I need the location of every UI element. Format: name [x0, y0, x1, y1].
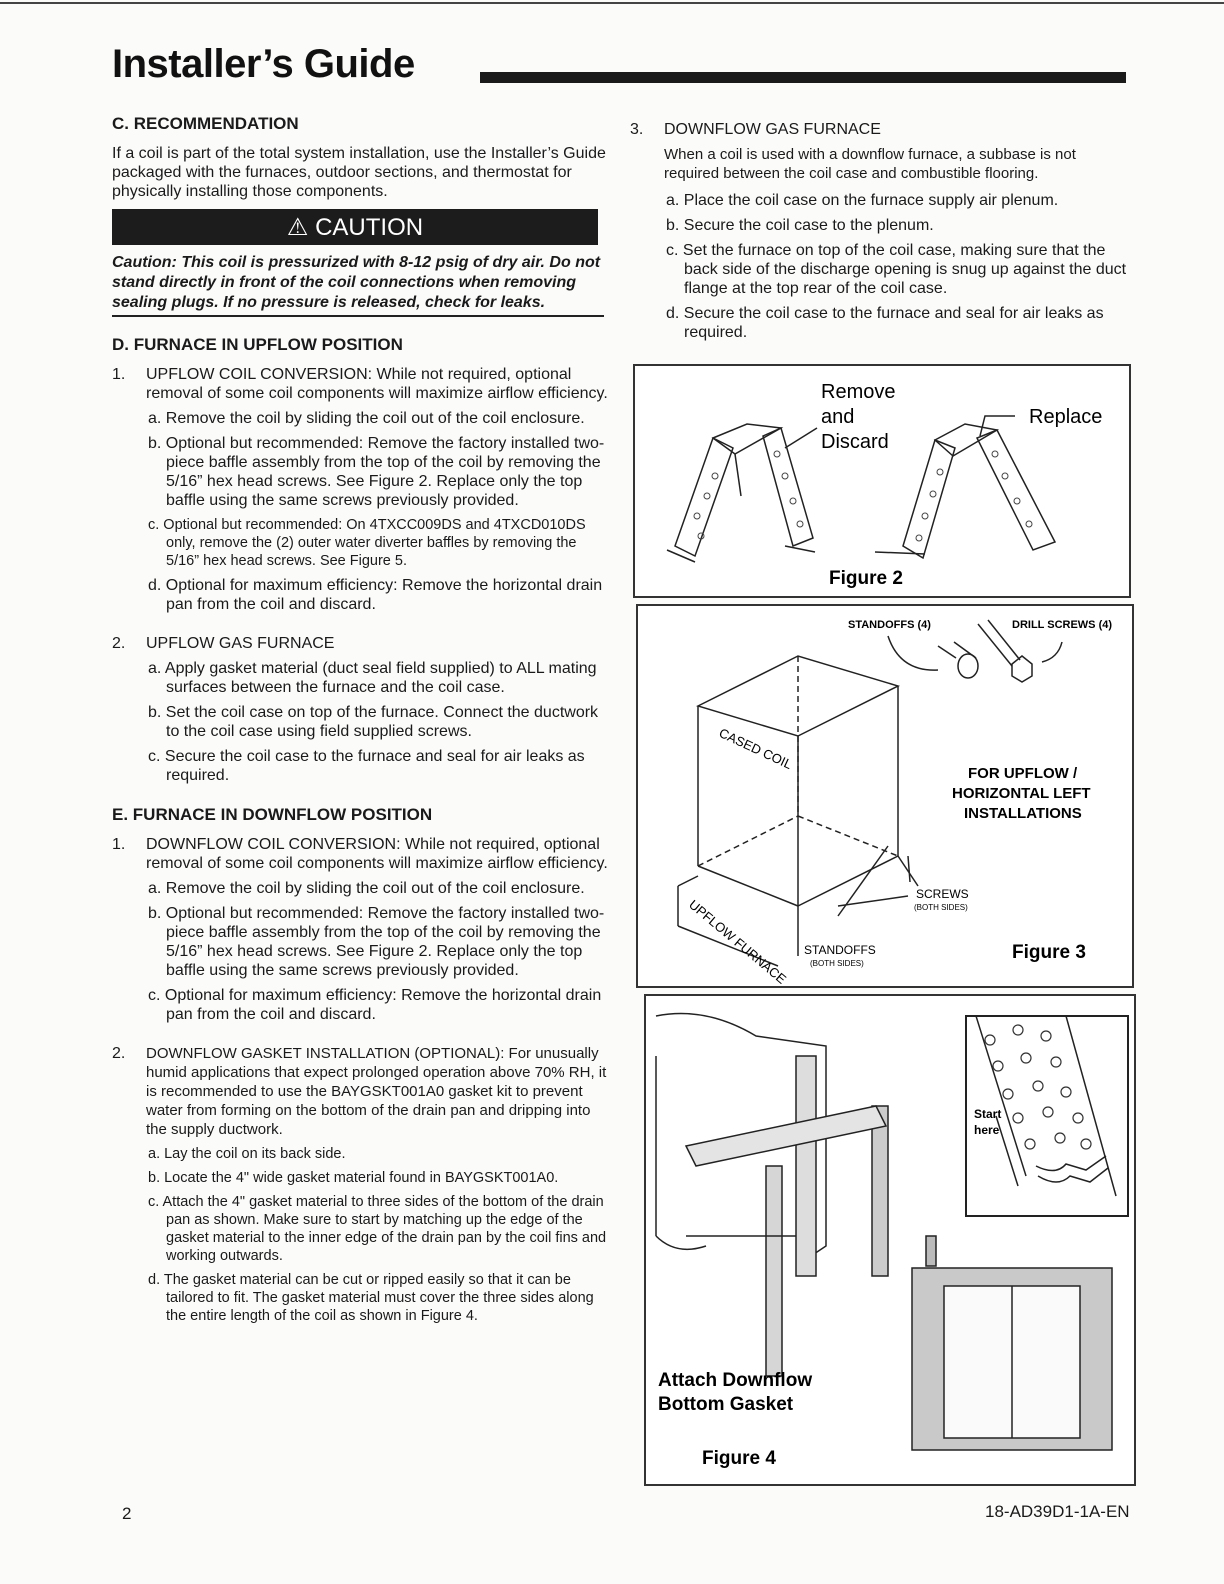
- top-rule: [0, 2, 1224, 4]
- fig3-upflow-furnace-label: UPFLOW FURNACE: [686, 896, 790, 986]
- fig3-cased-coil-label: CASED COIL: [716, 725, 795, 773]
- sub-item: a. Place the coil case on the furnace supply air plenum.: [666, 192, 1059, 209]
- item-text: DOWNFLOW COIL CONVERSION: While not required, optional removal of some coil components will maximize airflow efficiency.: [146, 836, 608, 872]
- page-title: Installer’s Guide: [112, 42, 415, 86]
- sub-item: b. Secure the coil case to the plenum.: [666, 217, 934, 234]
- fig3-drill-screws-label: DRILL SCREWS (4): [1012, 619, 1113, 631]
- sub-item: d. The gasket material can be cut or ripped easily so that it can be tailored to fit. The gasket material must cover the three sides along the entire length of the coil as shown in Figure 4.: [148, 1272, 594, 1324]
- warning-triangle-icon: ⚠: [286, 214, 316, 241]
- list-item: [630, 120, 1130, 139]
- left-column: [112, 114, 612, 1331]
- fig3-standoffs-sub: (BOTH SIDES): [810, 959, 864, 968]
- sub-item: a. Apply gasket material (duct seal field supplied) to ALL mating surfaces between the furnace and the coil case.: [148, 660, 597, 696]
- list-item: [112, 365, 612, 403]
- document-id: 18-AD39D1-1A-EN: [985, 1502, 1130, 1521]
- figure-3: [636, 604, 1134, 988]
- figure-4: [644, 994, 1136, 1486]
- fig4-label-line2: Bottom Gasket: [658, 1394, 794, 1415]
- figure-3-caption: Figure 3: [1012, 942, 1086, 963]
- fig2-replace-label: Replace: [1029, 406, 1103, 428]
- sub-item: a. Lay the coil on its back side.: [148, 1146, 346, 1162]
- fig3-screws-sub: (BOTH SIDES): [914, 903, 968, 912]
- page-number: 2: [122, 1504, 132, 1523]
- section-c-body: If a coil is part of the total system installation, use the Installer’s Guide packaged with the furnaces, outdoor sections, and thermostat for physically installing those components.: [112, 145, 606, 200]
- figure-4-drawing: [646, 996, 1134, 1484]
- sub-item: c. Set the furnace on top of the coil case, making sure that the back side of the discharge opening is snug up against the duct flange at the top rear of the coil case.: [666, 242, 1127, 297]
- list-item: [112, 1044, 612, 1139]
- fig2-and-label: and: [821, 406, 855, 428]
- sub-item: d. Optional for maximum efficiency: Remove the horizontal drain pan from the coil and discard.: [148, 577, 603, 613]
- item-number: 3.: [630, 121, 644, 138]
- fig3-standoffs-bottom-label: STANDOFFS: [804, 943, 876, 957]
- sub-item: c. Secure the coil case to the furnace and seal for air leaks as required.: [148, 748, 585, 784]
- sub-item: c. Optional but recommended: On 4TXCC009DS and 4TXCD010DS only, remove the (2) outer water diverter baffles by removing the 5/16” hex head screws. See Figure 5.: [148, 517, 586, 569]
- caution-label: CAUTION: [315, 214, 424, 241]
- item-text: DOWNFLOW GASKET INSTALLATION (OPTIONAL): For unusually humid applications that expect prolonged operation above 70% RH, it is recommended to use the BAYGSKT001A0 gasket kit to prevent water from forming on the bottom of the drain pan and dripping into the supply ductwork.: [146, 1045, 607, 1138]
- sub-item: c. Attach the 4" gasket material to three sides of the bottom of the drain pan as shown. Make sure to start by matching up the edge of the gasket material to the inner edge of the drain pan by the coil fins and working outwards.: [148, 1194, 607, 1264]
- list-item: [112, 835, 612, 873]
- caution-banner: [112, 209, 598, 245]
- sub-item: a. Remove the coil by sliding the coil out of the coil enclosure.: [148, 880, 585, 897]
- item-text: UPFLOW COIL CONVERSION: While not required, optional removal of some coil components will maximize airflow efficiency.: [146, 366, 608, 402]
- item-number: 2.: [112, 635, 126, 652]
- sub-item: a. Remove the coil by sliding the coil out of the coil enclosure.: [148, 410, 585, 427]
- item-number: 1.: [112, 366, 126, 383]
- figure-4-caption: Figure 4: [702, 1448, 776, 1469]
- figure-2-drawing: [635, 366, 1129, 596]
- figure-2-caption: Figure 2: [829, 568, 903, 589]
- item-text: DOWNFLOW GAS FURNACE: [664, 121, 881, 138]
- item-number: 1.: [112, 836, 126, 853]
- fig3-screws-label: SCREWS: [916, 887, 969, 901]
- section-d-heading: D. FURNACE IN UPFLOW POSITION: [112, 335, 403, 354]
- list-item: [112, 634, 612, 653]
- sub-item: d. Secure the coil case to the furnace and seal for air leaks as required.: [666, 305, 1104, 341]
- sub-item: b. Set the coil case on top of the furnace. Connect the ductwork to the coil case using field supplied screws.: [148, 704, 599, 740]
- fig3-note-line2: HORIZONTAL LEFT: [952, 785, 1091, 802]
- fig2-remove-label: Remove: [821, 381, 896, 403]
- figure-3-drawing: [638, 606, 1132, 986]
- fig4-start-label: Start: [974, 1107, 1002, 1121]
- figure-2: [633, 364, 1131, 598]
- sub-item: b. Optional but recommended: Remove the factory installed two-piece baffle assembly from the top of the coil by removing the 5/16” hex head screws. See Figure 2. Replace only the top baffle using the same screws previously provided.: [148, 905, 605, 979]
- item-text: UPFLOW GAS FURNACE: [146, 635, 335, 652]
- caution-text: Caution: This coil is pressurized with 8-12 psig of dry air. Do not stand directly in front of the coil connections when removing sealing plugs. If no pressure is released, check for leaks.: [112, 253, 604, 317]
- sub-item: b. Optional but recommended: Remove the factory installed two-piece baffle assembly from the top of the coil by removing the 5/16” hex head screws. See Figure 2. Replace only the top baffle using the same screws previously provided.: [148, 435, 605, 509]
- title-rule: [480, 72, 1126, 83]
- item3-intro: When a coil is used with a downflow furnace, a subbase is not required between the coil case and combustible flooring.: [664, 146, 1076, 182]
- fig4-label-line1: Attach Downflow: [658, 1370, 813, 1391]
- sub-item: c. Optional for maximum efficiency: Remove the horizontal drain pan from the coil and discard.: [148, 987, 602, 1023]
- fig4-here-label: here: [974, 1123, 1000, 1137]
- sub-item: b. Locate the 4" wide gasket material found in BAYGSKT001A0.: [148, 1170, 559, 1186]
- item-number: 2.: [112, 1045, 126, 1062]
- fig2-discard-label: Discard: [821, 431, 889, 453]
- right-column: [630, 120, 1130, 348]
- fig3-note-line3: INSTALLATIONS: [964, 805, 1082, 822]
- fig3-standoffs-label: STANDOFFS (4): [848, 619, 931, 631]
- fig3-note-line1: FOR UPFLOW /: [968, 765, 1078, 782]
- section-e-heading: E. FURNACE IN DOWNFLOW POSITION: [112, 805, 433, 824]
- section-c-heading: C. RECOMMENDATION: [112, 114, 299, 133]
